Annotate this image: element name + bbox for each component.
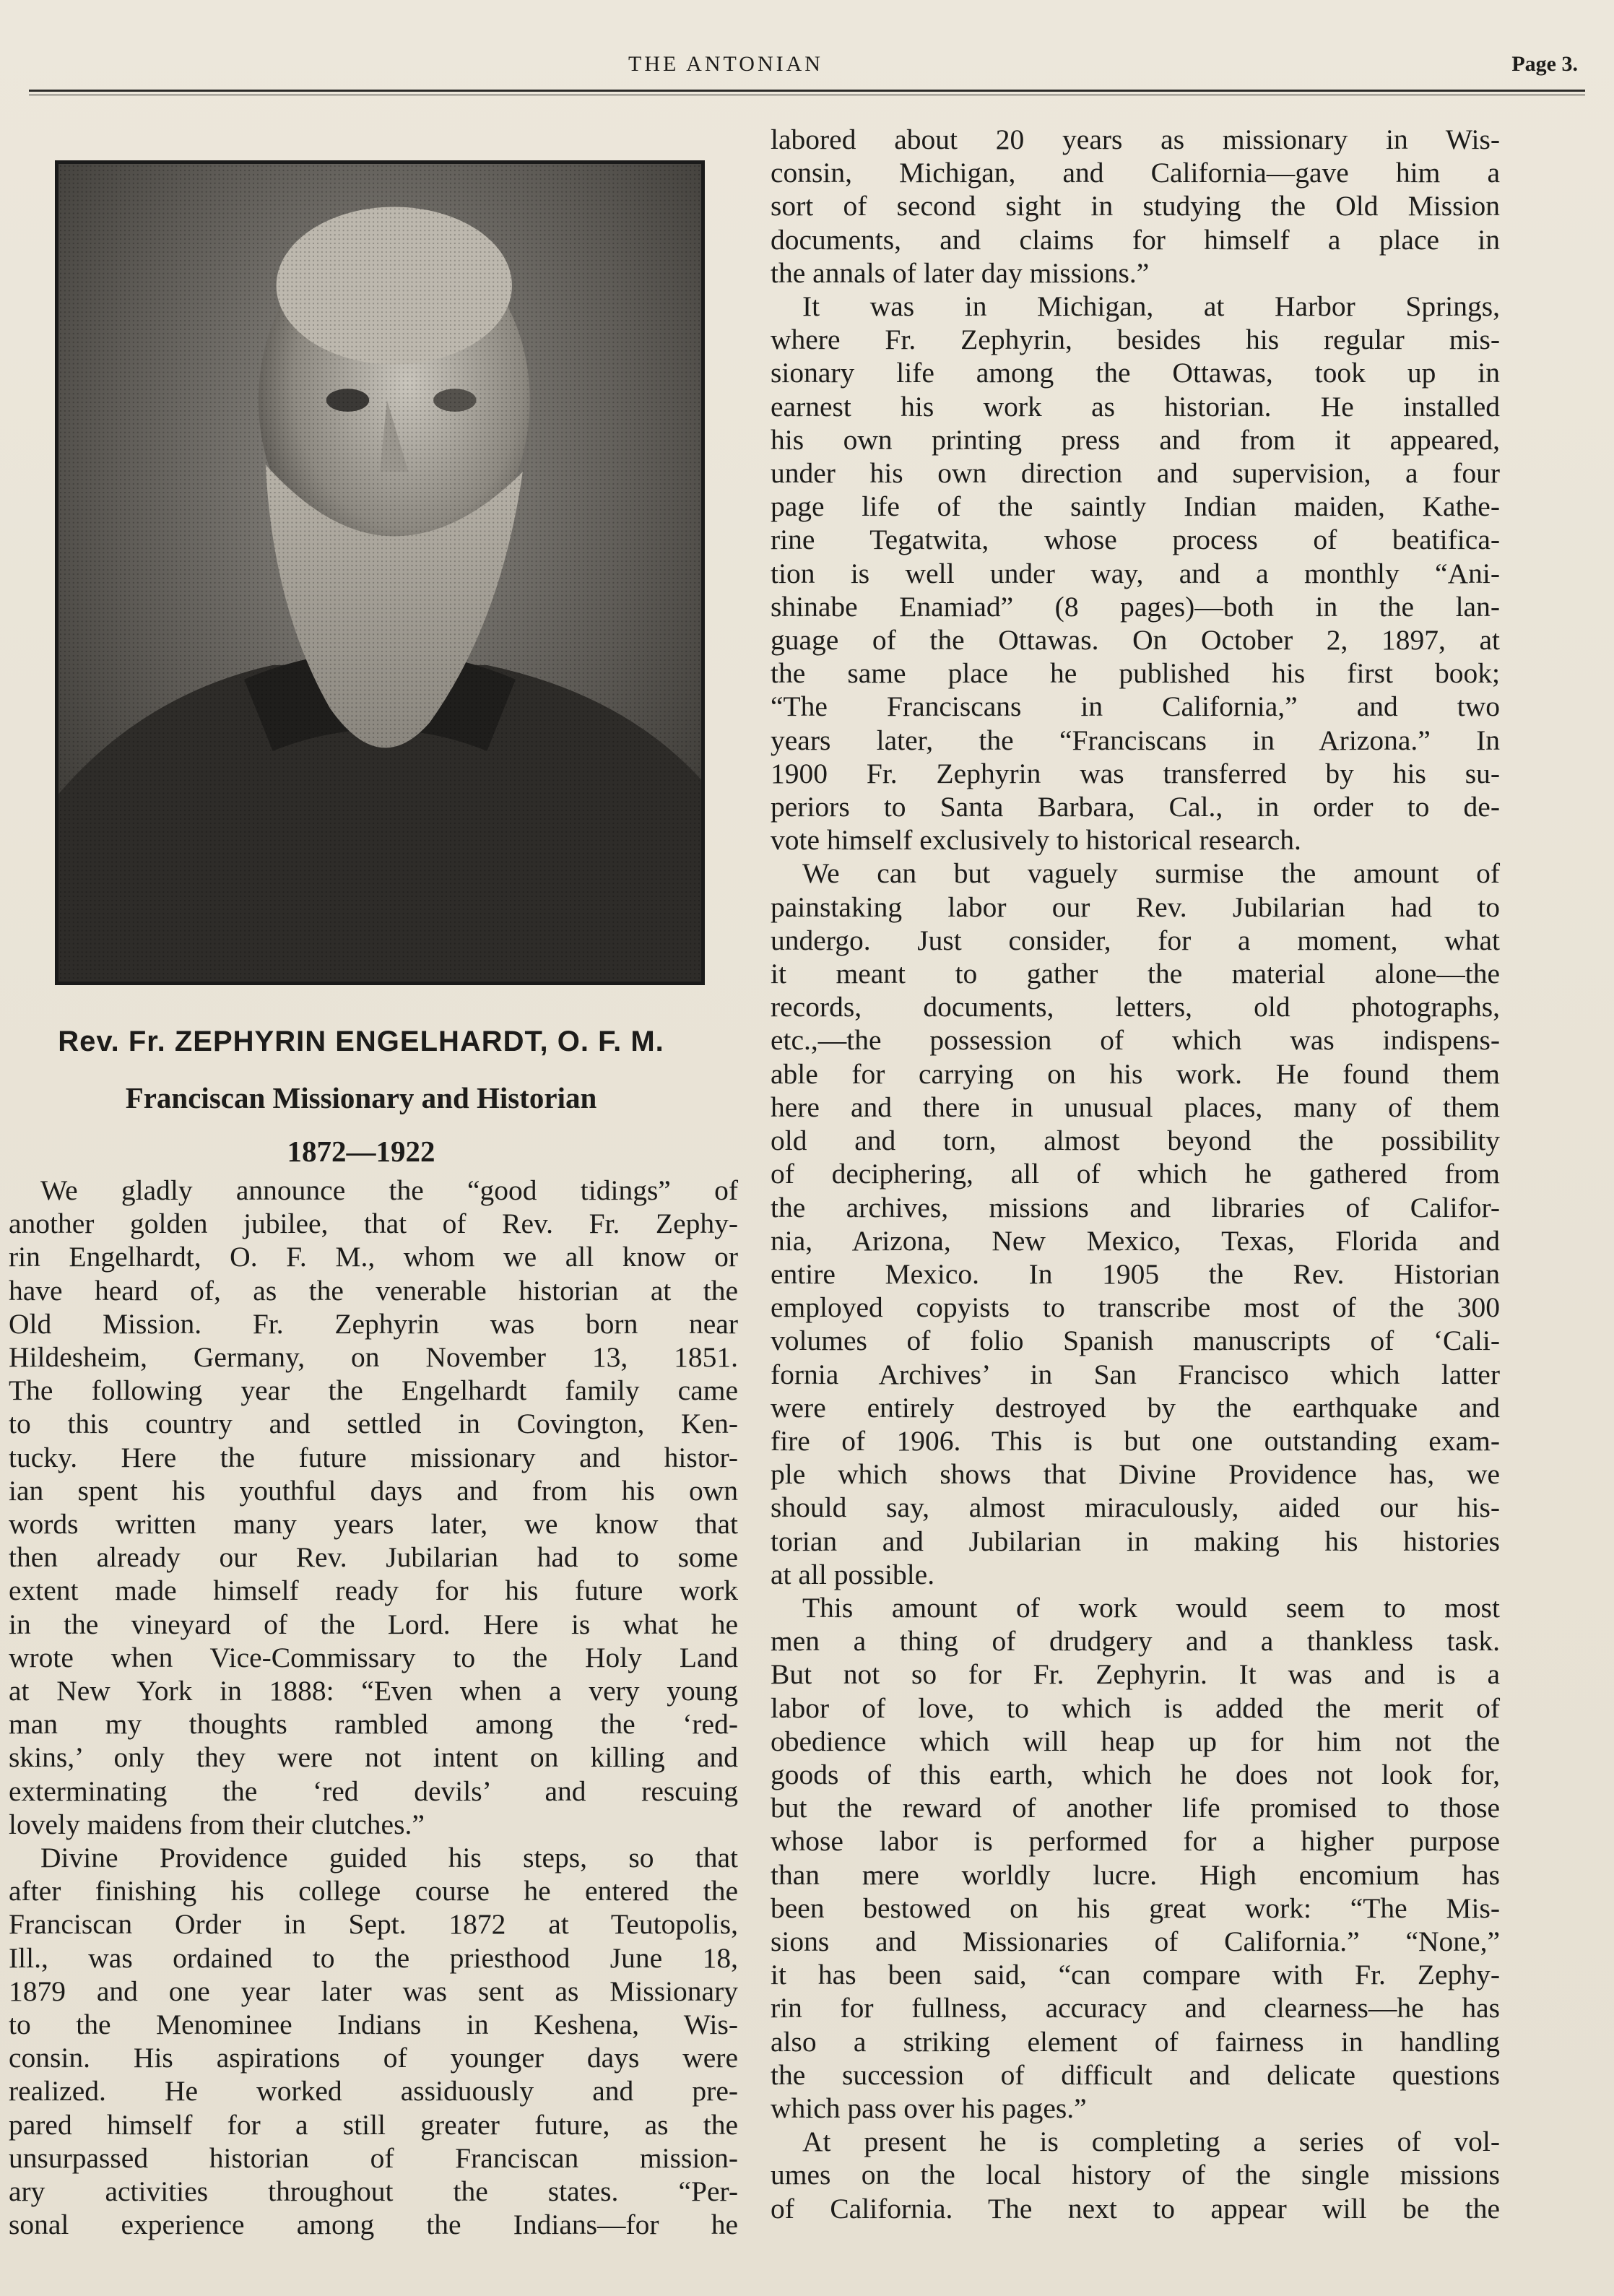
text-line: fire of 1906. This is but one outstanding exam- (771, 1424, 1500, 1457)
text-line: to the Menominee Indians in Keshena, Wis- (9, 2009, 738, 2041)
text-line: it has been said, “can compare with Fr. Zephy- (771, 1959, 1500, 1991)
left-column-text (9, 1174, 738, 2242)
text-line: labored about 20 years as missionary in Wis- (771, 124, 1500, 155)
text-line: it meant to gather the material alone—the (771, 958, 1500, 990)
text-line: shinabe Enamiad” (8 pages)—both in the lan- (771, 590, 1500, 623)
text-line: sions and Missionaries of California.” “None,” (771, 1925, 1500, 1957)
text-line: records, documents, letters, old photographs, (771, 991, 1500, 1023)
text-line: extent made himself ready for his future work (9, 1574, 738, 1607)
text-line: entire Mexico. In 1905 the Rev. Historian (771, 1257, 1500, 1290)
text-line: after finishing his college course he entered the (9, 1875, 738, 1907)
text-line: undergo. Just consider, for a moment, what (771, 924, 1500, 956)
text-line: labor of love, to which is added the merit of (771, 1691, 1500, 1724)
text-line: We can but vaguely surmise the amount of (802, 857, 1500, 890)
text-line: were entirely destroyed by the earthquake and (771, 1391, 1500, 1424)
caption-name: Rev. Fr. ZEPHYRIN ENGELHARDT, O. F. M. (58, 1026, 664, 1057)
text-line: at New York in 1888: “Even when a very young (9, 1675, 738, 1707)
text-line: under his own direction and supervision, a four (771, 457, 1500, 490)
text-line: rin for fullness, accuracy and clearness—he has (771, 1992, 1500, 2024)
text-line: But not so for Fr. Zephyrin. It was and is a (771, 1658, 1500, 1691)
text-line: words written many years later, we know that (9, 1508, 738, 1541)
page-number: Page 3. (1511, 52, 1578, 76)
text-line: employed copyists to transcribe most of the 300 (771, 1291, 1500, 1324)
text-line: old and torn, almost beyond the possibility (771, 1125, 1500, 1157)
right-column-text (771, 123, 1500, 2225)
text-line: where Fr. Zephyrin, besides his regular mis- (771, 324, 1500, 356)
text-line: rine Tegatwita, whose process of beatifica- (771, 524, 1500, 556)
text-line: obedience which will heap up for him not the (771, 1725, 1500, 1757)
text-line: rin Engelhardt, O. F. M., whom we all know or (9, 1241, 738, 1273)
text-line: “The Franciscans in California,” and two (771, 690, 1500, 723)
text-line: Divine Providence guided his steps, so that (40, 1842, 738, 1874)
text-line: consin, Michigan, and California—gave him a (771, 157, 1500, 189)
text-line: sonal experience among the Indians—for he (9, 2209, 738, 2241)
text-line: 1879 and one year later was sent as Missionary (9, 1975, 738, 2007)
text-line: It was in Michigan, at Harbor Springs, (802, 290, 1500, 323)
text-line: vote himself exclusively to historical research. (771, 824, 1301, 857)
text-line: skins,’ only they were not intent on killing and (9, 1741, 738, 1774)
text-line: 1900 Fr. Zephyrin was transferred by his su- (771, 757, 1500, 789)
text-line: man my thoughts rambled among the ‘red- (9, 1708, 738, 1741)
text-line: but the reward of another life promised to those (771, 1792, 1500, 1824)
text-line: ian spent his youthful days and from his own (9, 1474, 738, 1507)
text-line: the succession of difficult and delicate questions (771, 2058, 1500, 2091)
text-line: than mere worldly lucre. High encomium has (771, 1858, 1500, 1891)
text-line: ple which shows that Divine Providence has, we (771, 1458, 1500, 1491)
text-line: unsurpassed historian of Franciscan mission- (9, 2141, 738, 2174)
text-line: torian and Jubilarian in making his histories (771, 1525, 1500, 1557)
text-line: of California. The next to appear will be the (771, 2192, 1500, 2224)
text-line: documents, and claims for himself a place in (771, 223, 1500, 256)
header-rule (29, 90, 1585, 95)
portrait-photo-icon (55, 160, 705, 985)
text-line: consin. His aspirations of younger days were (9, 2042, 738, 2074)
text-line: ary activities throughout the states. “Per- (9, 2175, 738, 2208)
text-line: Old Mission. Fr. Zephyrin was born near (9, 1307, 738, 1340)
text-line: This amount of work would seem to most (802, 1591, 1500, 1624)
text-line: men a thing of drudgery and a thankless task. (771, 1625, 1500, 1658)
text-line: At present he is completing a series of vol- (802, 2126, 1500, 2158)
text-line: exterminating the ‘red devils’ and rescuing (9, 1775, 738, 1807)
text-line: tucky. Here the future missionary and histor- (9, 1441, 738, 1473)
text-line: been bestowed on his great work: “The Mis- (771, 1892, 1500, 1924)
text-line: at all possible. (771, 1558, 935, 1590)
publication-title: THE ANTONIAN (628, 52, 823, 76)
text-line: Ill., was ordained to the priesthood June 18, (9, 1941, 738, 1974)
text-line: umes on the local history of the single missions (771, 2159, 1500, 2191)
text-line: in the vineyard of the Lord. Here is what he (9, 1608, 738, 1640)
text-line: his own printing press and from it appeared, (771, 423, 1500, 456)
text-line: sort of second sight in studying the Old Mission (771, 190, 1500, 222)
text-line: sionary life among the Ottawas, took up in (771, 357, 1500, 389)
text-line: painstaking labor our Rev. Jubilarian had to (771, 891, 1500, 923)
text-line: able for carrying on his work. He found them (771, 1057, 1500, 1090)
text-line: goods of this earth, which he does not look for, (771, 1758, 1500, 1790)
text-line: lovely maidens from their clutches.” (9, 1808, 425, 1840)
text-line: also a striking element of fairness in handling (771, 2025, 1500, 2058)
text-line: of deciphering, all of which he gathered from (771, 1158, 1500, 1190)
text-line: periors to Santa Barbara, Cal., in order to de- (771, 791, 1500, 823)
text-line: tion is well under way, and a monthly “Ani- (771, 557, 1500, 589)
caption-years: 1872—1922 (287, 1135, 435, 1168)
text-line: whose labor is performed for a higher purpose (771, 1825, 1500, 1858)
text-line: to this country and settled in Covington, Ken- (9, 1408, 738, 1440)
text-line: another golden jubilee, that of Rev. Fr. Zephy- (9, 1208, 738, 1240)
text-line: Franciscan Order in Sept. 1872 at Teutopolis, (9, 1908, 738, 1941)
text-line: volumes of folio Spanish manuscripts of ‘Cali- (771, 1325, 1500, 1357)
text-line: the archives, missions and libraries of Califor- (771, 1191, 1500, 1223)
text-line: years later, the “Franciscans in Arizona.” In (771, 724, 1500, 756)
text-line: then already our Rev. Jubilarian had to some (9, 1541, 738, 1574)
text-line: fornia Archives’ in San Francisco which latter (771, 1358, 1500, 1390)
caption-role: Franciscan Missionary and Historian (125, 1081, 597, 1114)
text-line: wrote when Vice-Commissary to the Holy Land (9, 1641, 738, 1673)
text-line: here and there in unusual places, many of them (771, 1091, 1500, 1123)
text-line: pared himself for a still greater future, as the (9, 2108, 738, 2141)
text-line: page life of the saintly Indian maiden, Kathe- (771, 490, 1500, 523)
text-line: earnest his work as historian. He installed (771, 390, 1500, 423)
text-line: the same place he published his first book; (771, 657, 1500, 690)
text-line: should say, almost miraculously, aided our his- (771, 1491, 1500, 1524)
text-line: etc.,—the possession of which was indispens- (771, 1024, 1500, 1057)
text-line: nia, Arizona, New Mexico, Texas, Florida and (771, 1224, 1500, 1257)
text-line: realized. He worked assiduously and pre- (9, 2075, 738, 2107)
text-line: which pass over his pages.” (771, 2092, 1087, 2124)
text-line: the annals of later day missions.” (771, 256, 1150, 289)
text-line: We gladly announce the “good tidings” of (40, 1174, 738, 1206)
text-line: Hildesheim, Germany, on November 13, 1851. (9, 1341, 738, 1374)
text-line: guage of the Ottawas. On October 2, 1897, at (771, 624, 1500, 657)
text-line: have heard of, as the venerable historian at the (9, 1274, 738, 1307)
text-line: The following year the Engelhardt family came (9, 1374, 738, 1407)
